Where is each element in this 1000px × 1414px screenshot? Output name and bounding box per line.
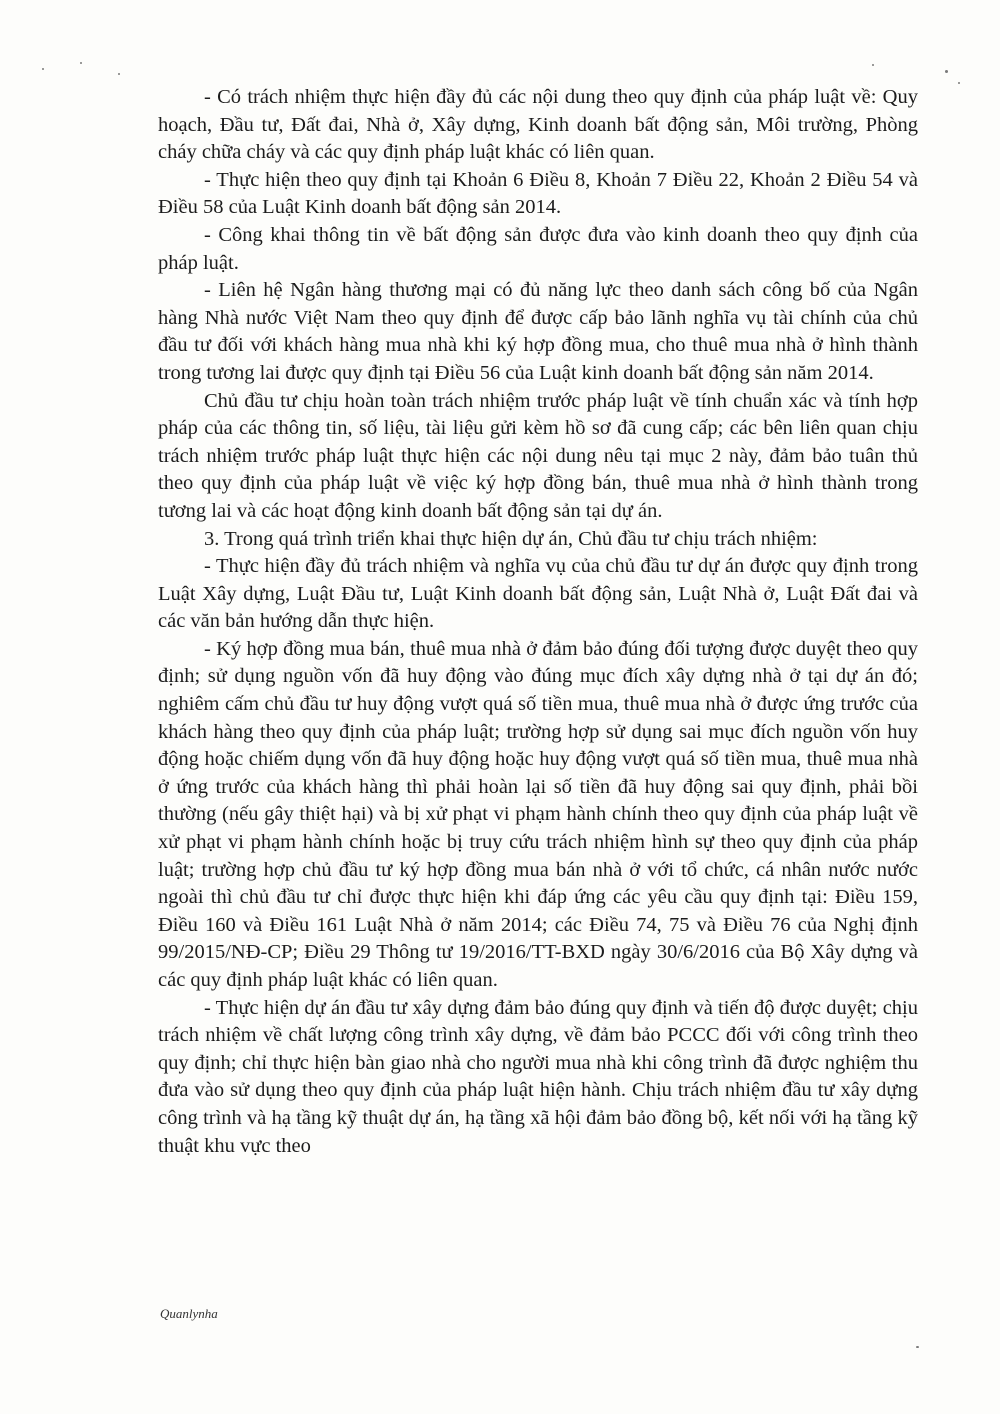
scan-speck (916, 1346, 919, 1348)
paragraph-real-estate-law-articles: - Thực hiện theo quy định tại Khoản 6 Điều 8, Khoản 7 Điều 22, Khoản 2 Điều 54 và Điều 58 của Luật Kinh doanh bất động sản 2014. (158, 168, 918, 219)
scan-speck (872, 64, 874, 66)
footer-watermark: Quanlynha (160, 1306, 218, 1321)
paragraph-investor-responsibility: Chủ đầu tư chịu hoàn toàn trách nhiệm trước pháp luật về tính chuẩn xác và tính hợp pháp của các thông tin, số liệu, tài liệu gửi kèm hồ sơ đã cung cấp; các bên liên quan chịu trách nhiệm trước pháp luật thực hiện các nội dung nêu tại mục 2 này, đảm bảo tuân thủ theo quy định của pháp luật về việc ký hợp đồng bán, thuê mua nhà ở hình thành trong tương lai và các hoạt động kinh doanh bất động sản tại dự án. (158, 389, 918, 522)
paragraph-obligations-compliance: - Có trách nhiệm thực hiện đầy đủ các nội dung theo quy định của pháp luật về: Quy hoạch, Đầu tư, Đất đai, Nhà ở, Xây dựng, Kinh doanh bất động sản, Môi trường, Phòng cháy chữa cháy và các quy định pháp luật khác có liên quan. (158, 86, 918, 164)
scan-speck (945, 70, 948, 73)
scan-speck (80, 62, 82, 64)
paragraph-sale-contracts: - Ký hợp đồng mua bán, thuê mua nhà ở đảm bảo đúng đối tượng được duyệt theo quy định; sử dụng nguồn vốn đã huy động vào đúng mục đích xây dựng nhà ở tại dự án đó; nghiêm cấm chủ đầu tư huy động vượt quá số tiền mua, thuê mua nhà ở được ứng trước của khách hàng theo quy định của pháp luật; trường hợp sử dụng sai mục đích nguồn vốn huy động hoặc chiếm dụng vốn đã huy động hoặc huy động vượt quá số tiền mua, thuê mua nhà ở ứng trước của khách hàng thì phải hoàn lại số tiền đã huy động sai quy định, phải bồi thường (nếu gây thiệt hại) và bị xử phạt vi phạm hành chính theo quy định của pháp luật về xử phạt vi phạm hành chính hoặc bị truy cứu trách nhiệm hình sự theo quy định của pháp luật; trường hợp chủ đầu tư ký hợp đồng mua bán nhà ở với tổ chức, cá nhân nước nước ngoài thì chủ đầu tư chỉ được thực hiện khi đáp ứng các yêu cầu quy định tại: Điều 159, Điều 160 và Điều 161 Luật Nhà ở năm 2014; các Điều 74, 75 và Điều 76 của Nghị định 99/2015/NĐ-CP; Điều 29 Thông tư 19/2016/TT-BXD ngày 30/6/2016 của Bộ Xây dựng và các quy định pháp luật khác có liên quan. (158, 637, 918, 991)
paragraph-public-disclosure: - Công khai thông tin về bất động sản được đưa vào kinh doanh theo quy định của pháp luật. (158, 223, 918, 274)
document-body (158, 84, 918, 1160)
paragraph-bank-guarantee: - Liên hệ Ngân hàng thương mại có đủ năng lực theo danh sách công bố của Ngân hàng Nhà nước Việt Nam theo quy định để được cấp bảo lãnh nghĩa vụ tài chính của chủ đầu tư đối với khách hàng mua nhà khi ký hợp đồng mua, cho thuê mua nhà ở hình thành trong tương lai được quy định tại Điều 56 của Luật kinh doanh bất động sản năm 2014. (158, 279, 918, 384)
paragraph-investor-duties: - Thực hiện đầy đủ trách nhiệm và nghĩa vụ của chủ đầu tư dự án được quy định trong Luật Xây dựng, Luật Đầu tư, Luật Kinh doanh bất động sản, Luật Nhà ở, Luật Đất đai và các văn bản hướng dẫn thực hiện. (158, 555, 918, 633)
scan-speck (42, 68, 44, 70)
paragraph-project-construction: - Thực hiện dự án đầu tư xây dựng đảm bảo đúng quy định và tiến độ được duyệt; chịu trách nhiệm về chất lượng công trình xây dựng, về đảm bảo PCCC đối với công trình theo quy định; chỉ thực hiện bàn giao nhà cho người mua nhà khi công trình đã được nghiệm thu đưa vào sử dụng theo quy định của pháp luật hiện hành. Chịu trách nhiệm đầu tư xây dựng công trình và hạ tầng kỹ thuật dự án, hạ tầng xã hội đảm bảo đồng bộ, kết nối với hạ tầng kỹ thuật khu vực theo (158, 996, 918, 1157)
scan-speck (118, 73, 120, 75)
section-3-heading: 3. Trong quá trình triển khai thực hiện dự án, Chủ đầu tư chịu trách nhiệm: (204, 527, 818, 550)
scan-speck (958, 82, 960, 84)
